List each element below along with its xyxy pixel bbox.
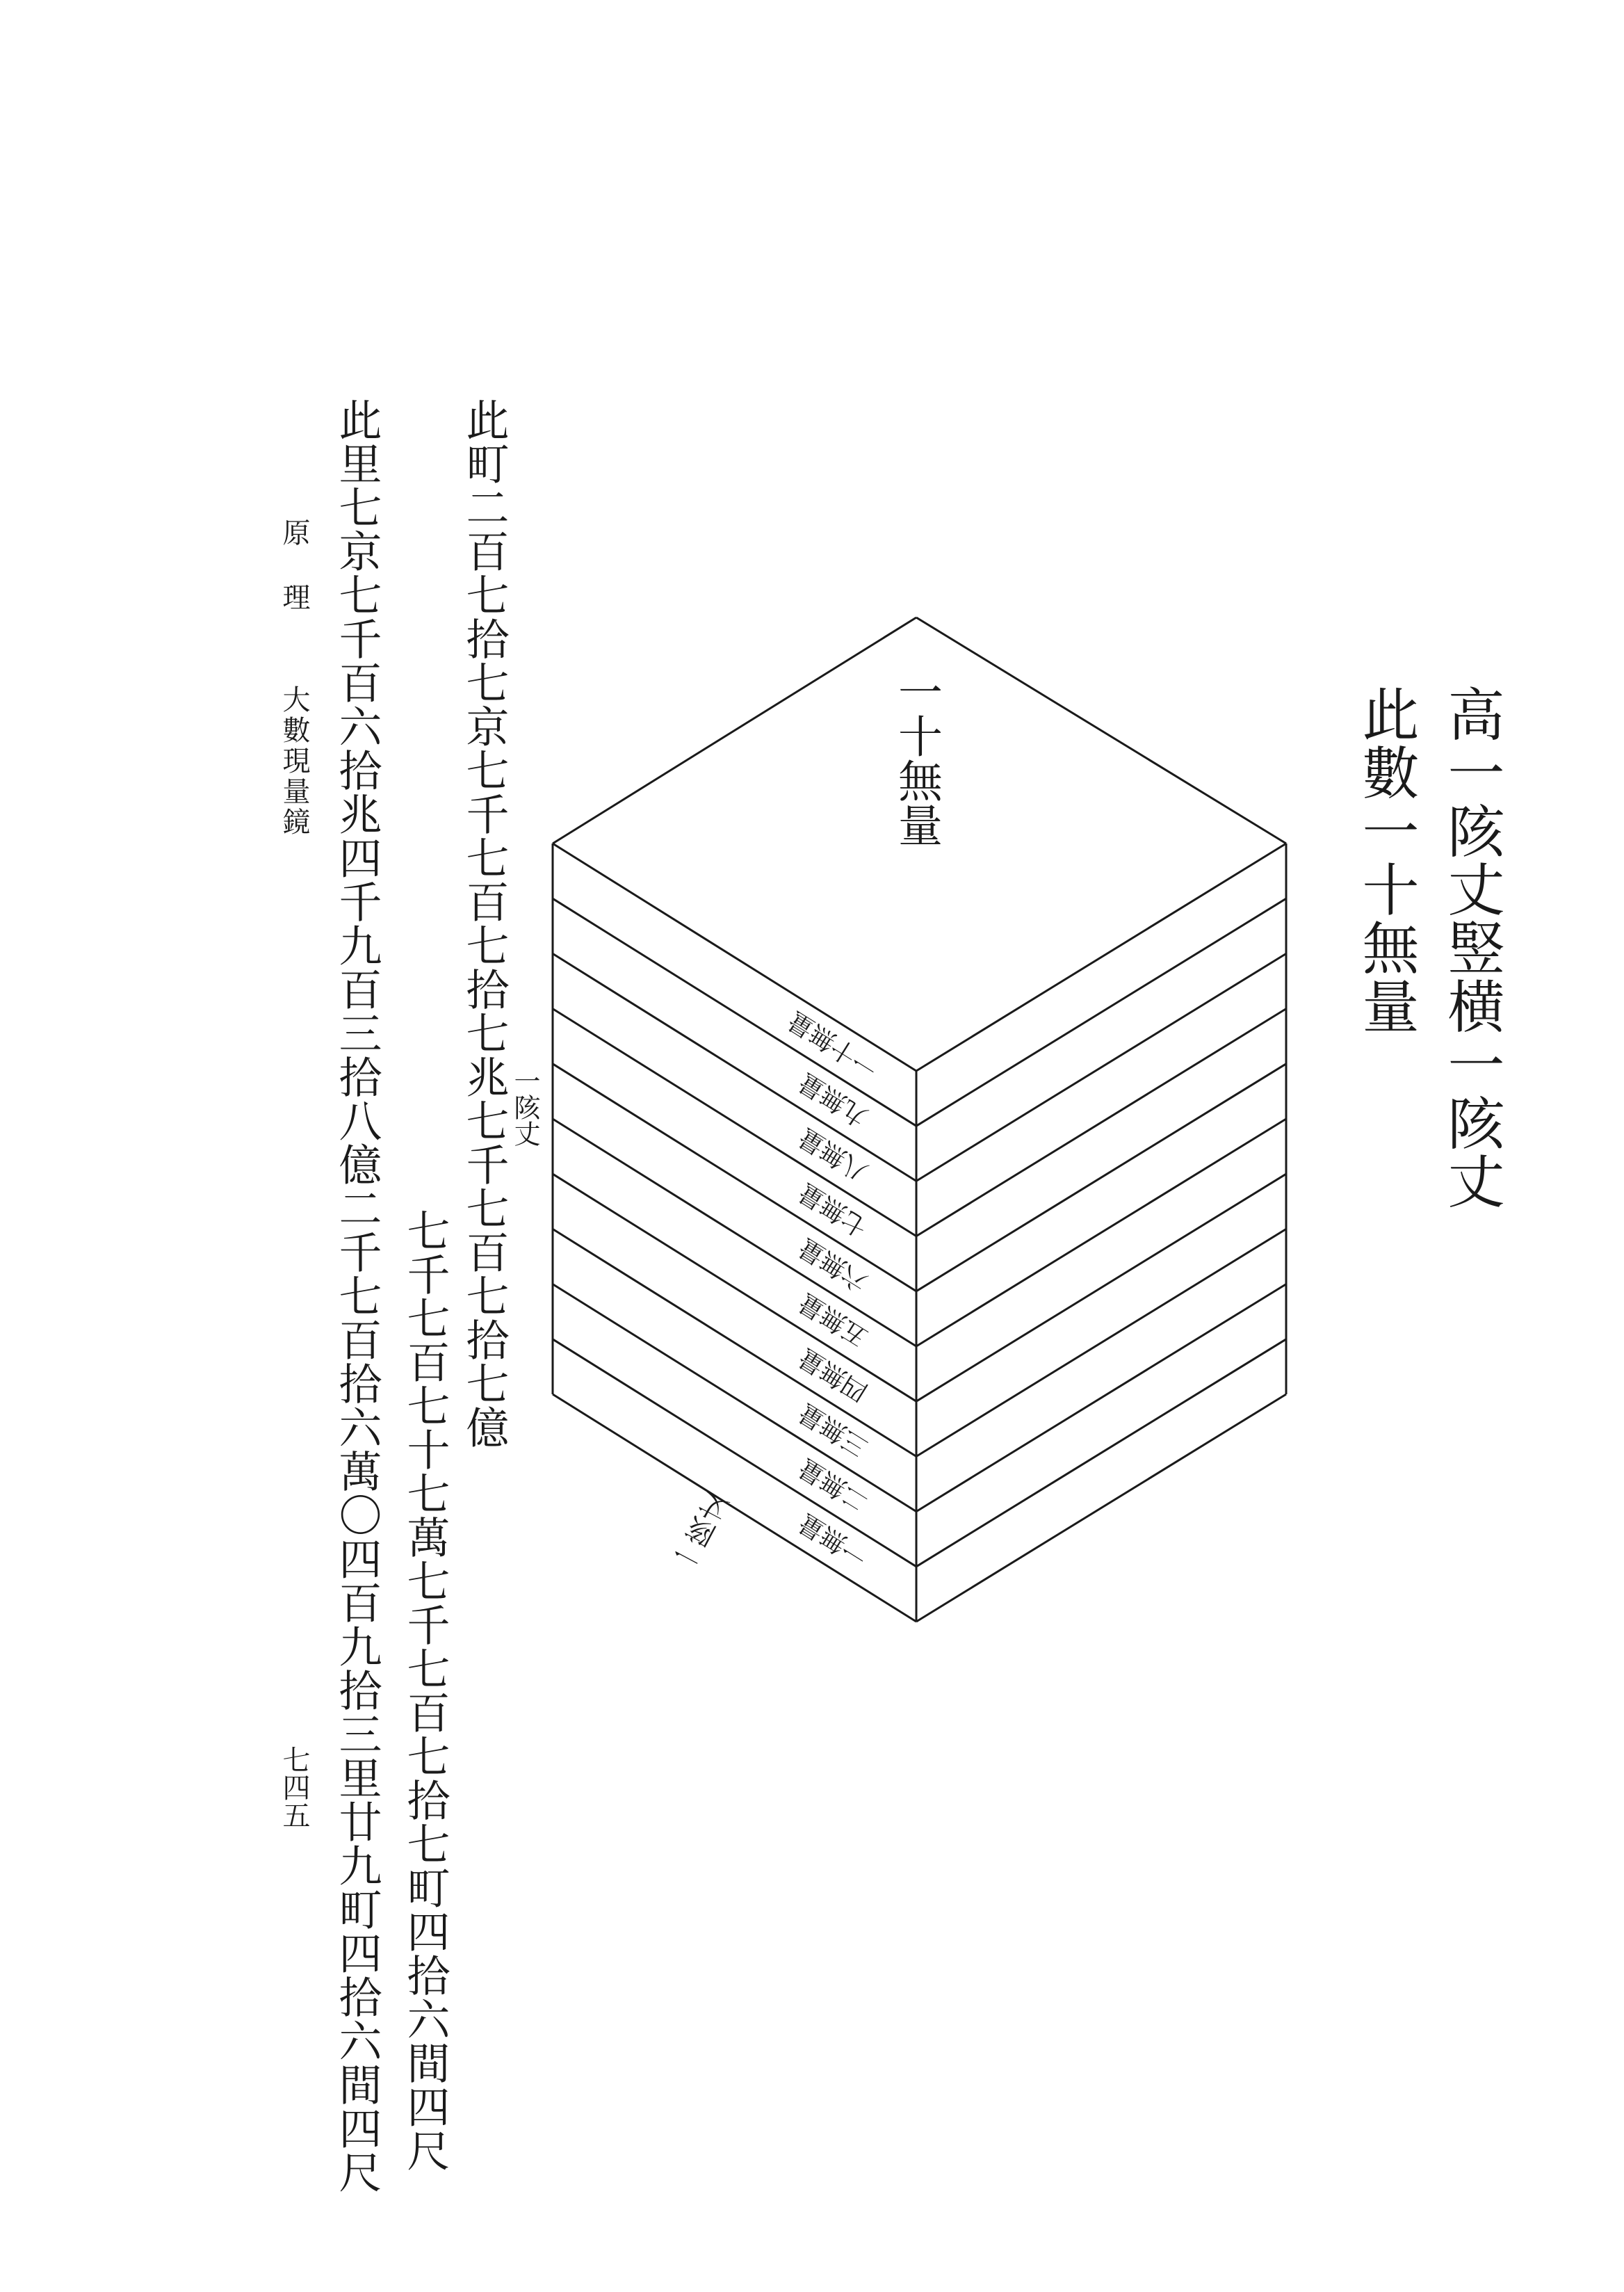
- heading-line-2: 此數一十無量: [1353, 685, 1419, 1035]
- layer-label-3: 八無量: [794, 1122, 873, 1187]
- layer-line-left-1: [553, 898, 916, 1126]
- layer-label-7: 四無量: [794, 1342, 873, 1407]
- top-edge-left: [553, 618, 916, 844]
- layer-line-right-1: [916, 898, 1286, 1126]
- layer-line-right-6: [916, 1174, 1286, 1401]
- layer-label-8: 三無量: [794, 1398, 873, 1462]
- cube-top-label: 一十無量: [891, 669, 942, 847]
- layer-line-right-2: [916, 953, 1286, 1181]
- margin-label-2: 理: [278, 583, 310, 611]
- cube-side-label: 一陔丈: [510, 1067, 540, 1147]
- layer-label-4: 七無量: [794, 1177, 873, 1242]
- layer-label-5: 六無量: [794, 1232, 873, 1297]
- layer-label-6: 五無量: [794, 1287, 873, 1352]
- layer-label-9: 二無量: [794, 1453, 873, 1517]
- text-column-2: 此里七京七千百六拾兆四千九百三拾八億二千七百拾六萬〇四百九拾三里廿九町四拾六間四尺: [332, 398, 382, 2194]
- layer-line-right-8: [916, 1284, 1286, 1512]
- layer-label-1: 一十無量: [783, 1006, 884, 1083]
- top-edge-front-left: [553, 844, 916, 1071]
- layer-line-right-7: [916, 1229, 1286, 1456]
- layer-labels: [783, 1006, 884, 1572]
- text-column-1: 此町二百七拾七京七千七百七拾七兆七千七百七拾七億: [459, 398, 510, 1449]
- layer-label-10: 一無量: [794, 1508, 873, 1572]
- layer-line-right-5: [916, 1119, 1286, 1346]
- top-edge-front-right: [916, 844, 1286, 1071]
- top-edge-right: [916, 618, 1286, 844]
- layer-line-right-4: [916, 1064, 1286, 1291]
- layer-line-right-3: [916, 1009, 1286, 1236]
- margin-label-1: 原: [278, 518, 310, 546]
- margin-title: 大數現量鏡: [278, 685, 310, 838]
- layer-line-right-9: [916, 1339, 1286, 1567]
- cube-bottom-label: 一陔丈: [668, 1489, 736, 1578]
- page-number: 七四五: [278, 1745, 310, 1829]
- layer-label-2: 九無量: [794, 1067, 873, 1131]
- layer-line-right-10: [916, 1394, 1286, 1622]
- heading-line-1: 高一陔丈竪横一陔丈: [1438, 685, 1504, 1211]
- text-column-1b: 七千七百七十七萬七千七百七拾七町四拾六間四尺: [400, 1209, 450, 2172]
